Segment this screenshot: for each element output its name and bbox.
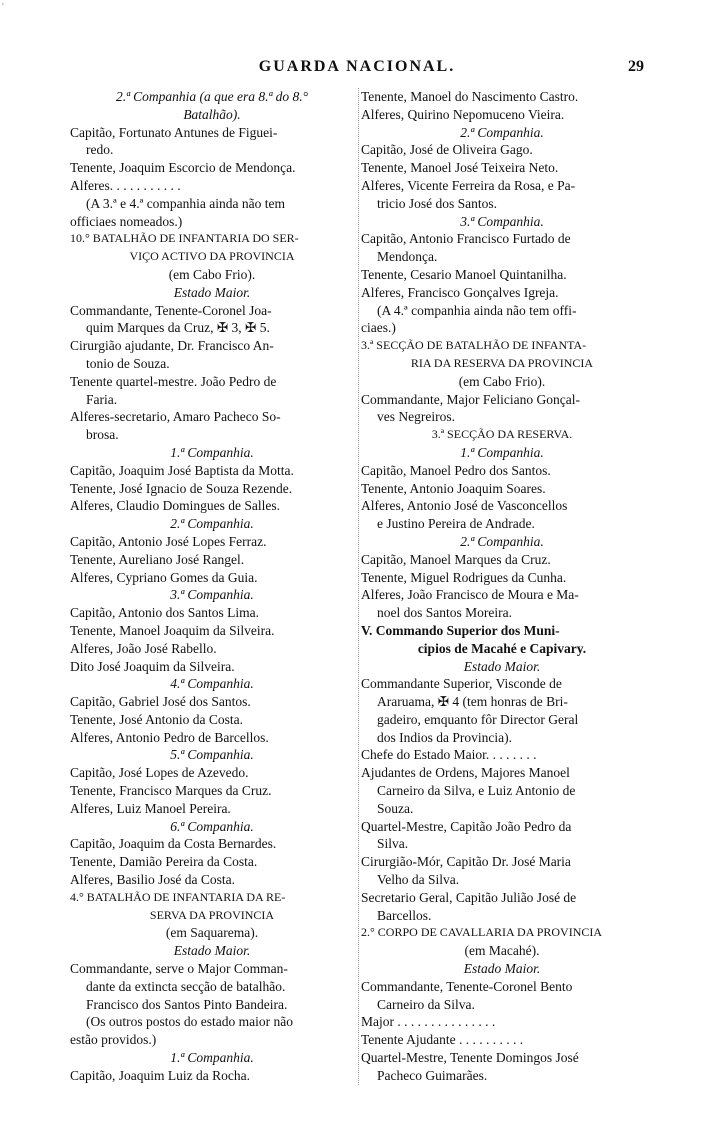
left-column (70, 88, 354, 1085)
left-column-line: Tenente, José Antonio da Costa. (70, 711, 244, 727)
left-column-line: Alferes, Basilio José da Costa. (70, 872, 235, 888)
right-column-line: Alferes, Vicente Ferreira da Rosa, e Pa- (361, 177, 576, 193)
right-column-line: Mendonça. (377, 249, 438, 265)
left-column-line: Capitão, Joaquim da Costa Bernardes. (70, 836, 277, 852)
right-column-line: Carneiro da Silva, e Luiz Antonio de (377, 783, 576, 799)
page-header (70, 58, 644, 82)
right-column-line: Capitão, Manoel Pedro dos Santos. (361, 462, 551, 478)
right-column-line: Tenente, Antonio Joaquim Soares. (361, 480, 546, 496)
right-column-line: ciaes.) (361, 320, 396, 336)
right-column-line: Secretario Geral, Capitão Julião José de (361, 889, 577, 905)
left-column-line: Capitão, Antonio José Lopes Ferraz. (70, 533, 267, 549)
left-column-line: 6.ª Companhia. (170, 818, 254, 834)
left-column-line: dante da extincta secção de batalhão. (86, 978, 286, 994)
left-column-line: Faria. (86, 391, 118, 407)
left-column-line: Commandante, serve o Major Comman- (70, 961, 288, 977)
left-column-line: redo. (86, 142, 114, 158)
left-column-line: Tenente, Manoel Joaquim da Silveira. (70, 622, 275, 638)
right-column-line: Araruama, ✠ 4 (tem honras de Bri- (377, 694, 568, 710)
left-column-line: Alferes. . . . . . . . . . . (70, 177, 181, 193)
left-column-line: 4.ª Companhia. (170, 676, 254, 692)
right-column-line: noel dos Santos Moreira. (377, 605, 512, 621)
left-column-line: 2.ª Companhia (a que era 8.ª do 8.° (115, 89, 309, 104)
left-column-line: 3.ª Companhia. (170, 587, 254, 603)
right-column-line: Quartel-Mestre, Tenente Domingos José (361, 1050, 579, 1066)
left-column-line: Commandante, Tenente-Coronel Joa- (70, 302, 272, 318)
left-column-line: estão providos.) (70, 1032, 157, 1048)
right-column-line: 2.ª Companhia. (460, 533, 544, 549)
right-column-line: (A 4.ª companhia ainda não tem offi- (377, 302, 577, 318)
right-column-line: Major . . . . . . . . . . . . . . . (361, 1014, 496, 1030)
right-column-line: Alferes, Antonio José de Vasconcellos (361, 498, 568, 514)
left-column-line: Estado Maior. (173, 943, 251, 959)
right-column-line: dos Indios da Provincia). (377, 729, 512, 745)
right-column-line: Tenente, Miguel Rodrigues da Cunha. (361, 569, 567, 585)
left-column-line: Capitão, Gabriel José dos Santos. (70, 694, 251, 710)
left-column-line: Batalhão). (183, 106, 241, 122)
left-column-line: 4.° BATALHÃO DE INFANTARIA DA RE- (70, 889, 286, 904)
left-column-line: Estado Maior. (173, 284, 251, 300)
left-column-line: SERVA DA PROVINCIA (149, 907, 275, 922)
left-column-line: tonio de Souza. (86, 355, 170, 371)
left-column-line: Tenente, Damião Pereira da Costa. (70, 854, 258, 870)
right-column-line: 3.ª Companhia. (460, 213, 544, 229)
right-column-line: 3.ª SECÇÃO DA RESERVA. (431, 427, 573, 442)
right-column-line: 2.° CORPO DE CAVALLARIA DA PROVINCIA (361, 925, 603, 940)
left-column-line: 1.ª Companhia. (170, 444, 254, 460)
left-column-line: Alferes, Claudio Domingues de Salles. (70, 498, 280, 514)
right-column-line: Carneiro da Silva. (377, 996, 475, 1012)
left-column-line: (Os outros postos do estado maior não (86, 1014, 293, 1030)
right-column-line: 1.ª Companhia. (460, 444, 544, 460)
right-column-line: ves Negreiros. (377, 409, 455, 425)
right-column-line: Capitão, José de Oliveira Gago. (361, 142, 533, 158)
left-column-line: officiaes nomeados.) (70, 213, 183, 229)
left-column-line: 10.° BATALHÃO DE INFANTARIA DO SER- (70, 231, 299, 246)
right-column-line: Alferes, João Francisco de Moura e Ma- (361, 587, 579, 603)
left-column-line: Capitão, Joaquim Luiz da Rocha. (70, 1067, 250, 1083)
page-title: GUARDA NACIONAL. (258, 58, 456, 75)
right-column-line: Capitão, Manoel Marques da Cruz. (361, 551, 551, 567)
left-column-line: 1.ª Companhia. (170, 1050, 254, 1066)
left-column-line: (em Saquarema). (165, 925, 259, 941)
left-column-line: (em Cabo Frio). (168, 266, 256, 282)
left-column-line: Alferes, Cypriano Gomes da Guia. (70, 569, 258, 585)
right-column-line: Tenente, Manoel do Nascimento Castro. (361, 89, 579, 104)
right-column-line: Cirurgião-Mór, Capitão Dr. José Maria (361, 854, 571, 870)
right-column-line: Estado Maior. (463, 658, 541, 674)
right-column-line: (em Cabo Frio). (458, 373, 546, 389)
left-column-line: Tenente, José Ignacio de Souza Rezende. (70, 480, 293, 496)
left-column-line: Alferes, João José Rabello. (70, 640, 217, 656)
left-column-line: Dito José Joaquim da Silveira. (70, 658, 235, 674)
left-column-line: Tenente, Francisco Marques da Cruz. (70, 783, 272, 799)
right-column-line: Alferes, Quirino Nepomuceno Vieira. (361, 106, 565, 122)
right-column-line: Velho da Silva. (377, 872, 460, 888)
right-column-line: e Justino Pereira de Andrade. (377, 516, 535, 532)
right-column-line: (em Macahé). (464, 943, 540, 959)
right-column-line: Commandante, Tenente-Coronel Bento (361, 978, 573, 994)
right-column-line: gadeiro, emquanto fôr Director Geral (377, 711, 579, 727)
left-column-line: Alferes, Luiz Manoel Pereira. (70, 800, 231, 816)
corner-mark: ' (2, 2, 4, 13)
left-column-line: Cirurgião ajudante, Dr. Francisco An- (70, 338, 274, 354)
left-column-line: (A 3.ª e 4.ª companhia ainda não tem (86, 195, 286, 211)
right-column-line: Pacheco Guimarães. (377, 1067, 488, 1083)
left-column-line: VIÇO ACTIVO DA PROVINCIA (129, 249, 295, 264)
right-column-line: cipios de Macahé e Capivary. (417, 640, 587, 656)
left-column-line: Capitão, José Lopes de Azevedo. (70, 765, 249, 781)
right-column-line: Alferes, Francisco Gonçalves Igreja. (361, 284, 559, 300)
left-column-line: Capitão, Antonio dos Santos Lima. (70, 605, 259, 621)
left-column-line: Tenente quartel-mestre. João Pedro de (70, 373, 277, 389)
left-column-line: Tenente, Joaquim Escorcio de Mendonça. (70, 160, 296, 176)
left-column-line: quim Marques da Cruz, ✠ 3, ✠ 5. (86, 320, 270, 336)
right-column-line: Tenente, Cesario Manoel Quintanilha. (361, 266, 567, 282)
left-column-line: brosa. (86, 427, 119, 443)
right-column-line: Quartel-Mestre, Capitão João Pedro da (361, 818, 572, 834)
right-column-line: 3.ª SECÇÃO DE BATALHÃO DE INFANTA- (361, 338, 587, 353)
right-column-line: V. Commando Superior dos Muni- (361, 622, 560, 638)
right-column-line: RIA DA RESERVA DA PROVINCIA (410, 355, 594, 370)
right-column-line: 2.ª Companhia. (460, 124, 544, 140)
left-column-line: 5.ª Companhia. (170, 747, 254, 763)
right-column (358, 88, 643, 1085)
left-column-line: Francisco dos Santos Pinto Bandeira. (86, 996, 288, 1012)
right-column-line: Capitão, Antonio Francisco Furtado de (361, 231, 571, 247)
right-column-line: tricio José dos Santos. (377, 195, 497, 211)
right-column-line: Chefe do Estado Maior. . . . . . . . (361, 747, 537, 763)
right-column-line: Souza. (377, 800, 414, 816)
page-number: 29 (628, 58, 644, 75)
right-column-line: Silva. (377, 836, 409, 852)
left-column-line: Alferes, Antonio Pedro de Barcellos. (70, 729, 269, 745)
right-column-line: Tenente Ajudante . . . . . . . . . . (361, 1032, 524, 1048)
right-column-line: Tenente, Manoel José Teixeira Neto. (361, 160, 559, 176)
right-column-line: Ajudantes de Ordens, Majores Manoel (361, 765, 570, 781)
right-column-line: Commandante, Major Feliciano Gonçal- (361, 391, 580, 407)
right-column-line: Barcellos. (377, 907, 432, 923)
left-column-line: 2.ª Companhia. (170, 516, 254, 532)
left-column-line: Tenente, Aureliano José Rangel. (70, 551, 245, 567)
left-column-line: Alferes-secretario, Amaro Pacheco So- (70, 409, 281, 425)
right-column-line: Estado Maior. (463, 961, 541, 977)
left-column-line: Capitão, Joaquim José Baptista da Motta. (70, 462, 294, 478)
right-column-line: Commandante Superior, Visconde de (361, 676, 562, 692)
left-column-line: Capitão, Fortunato Antunes de Figuei- (70, 124, 278, 140)
